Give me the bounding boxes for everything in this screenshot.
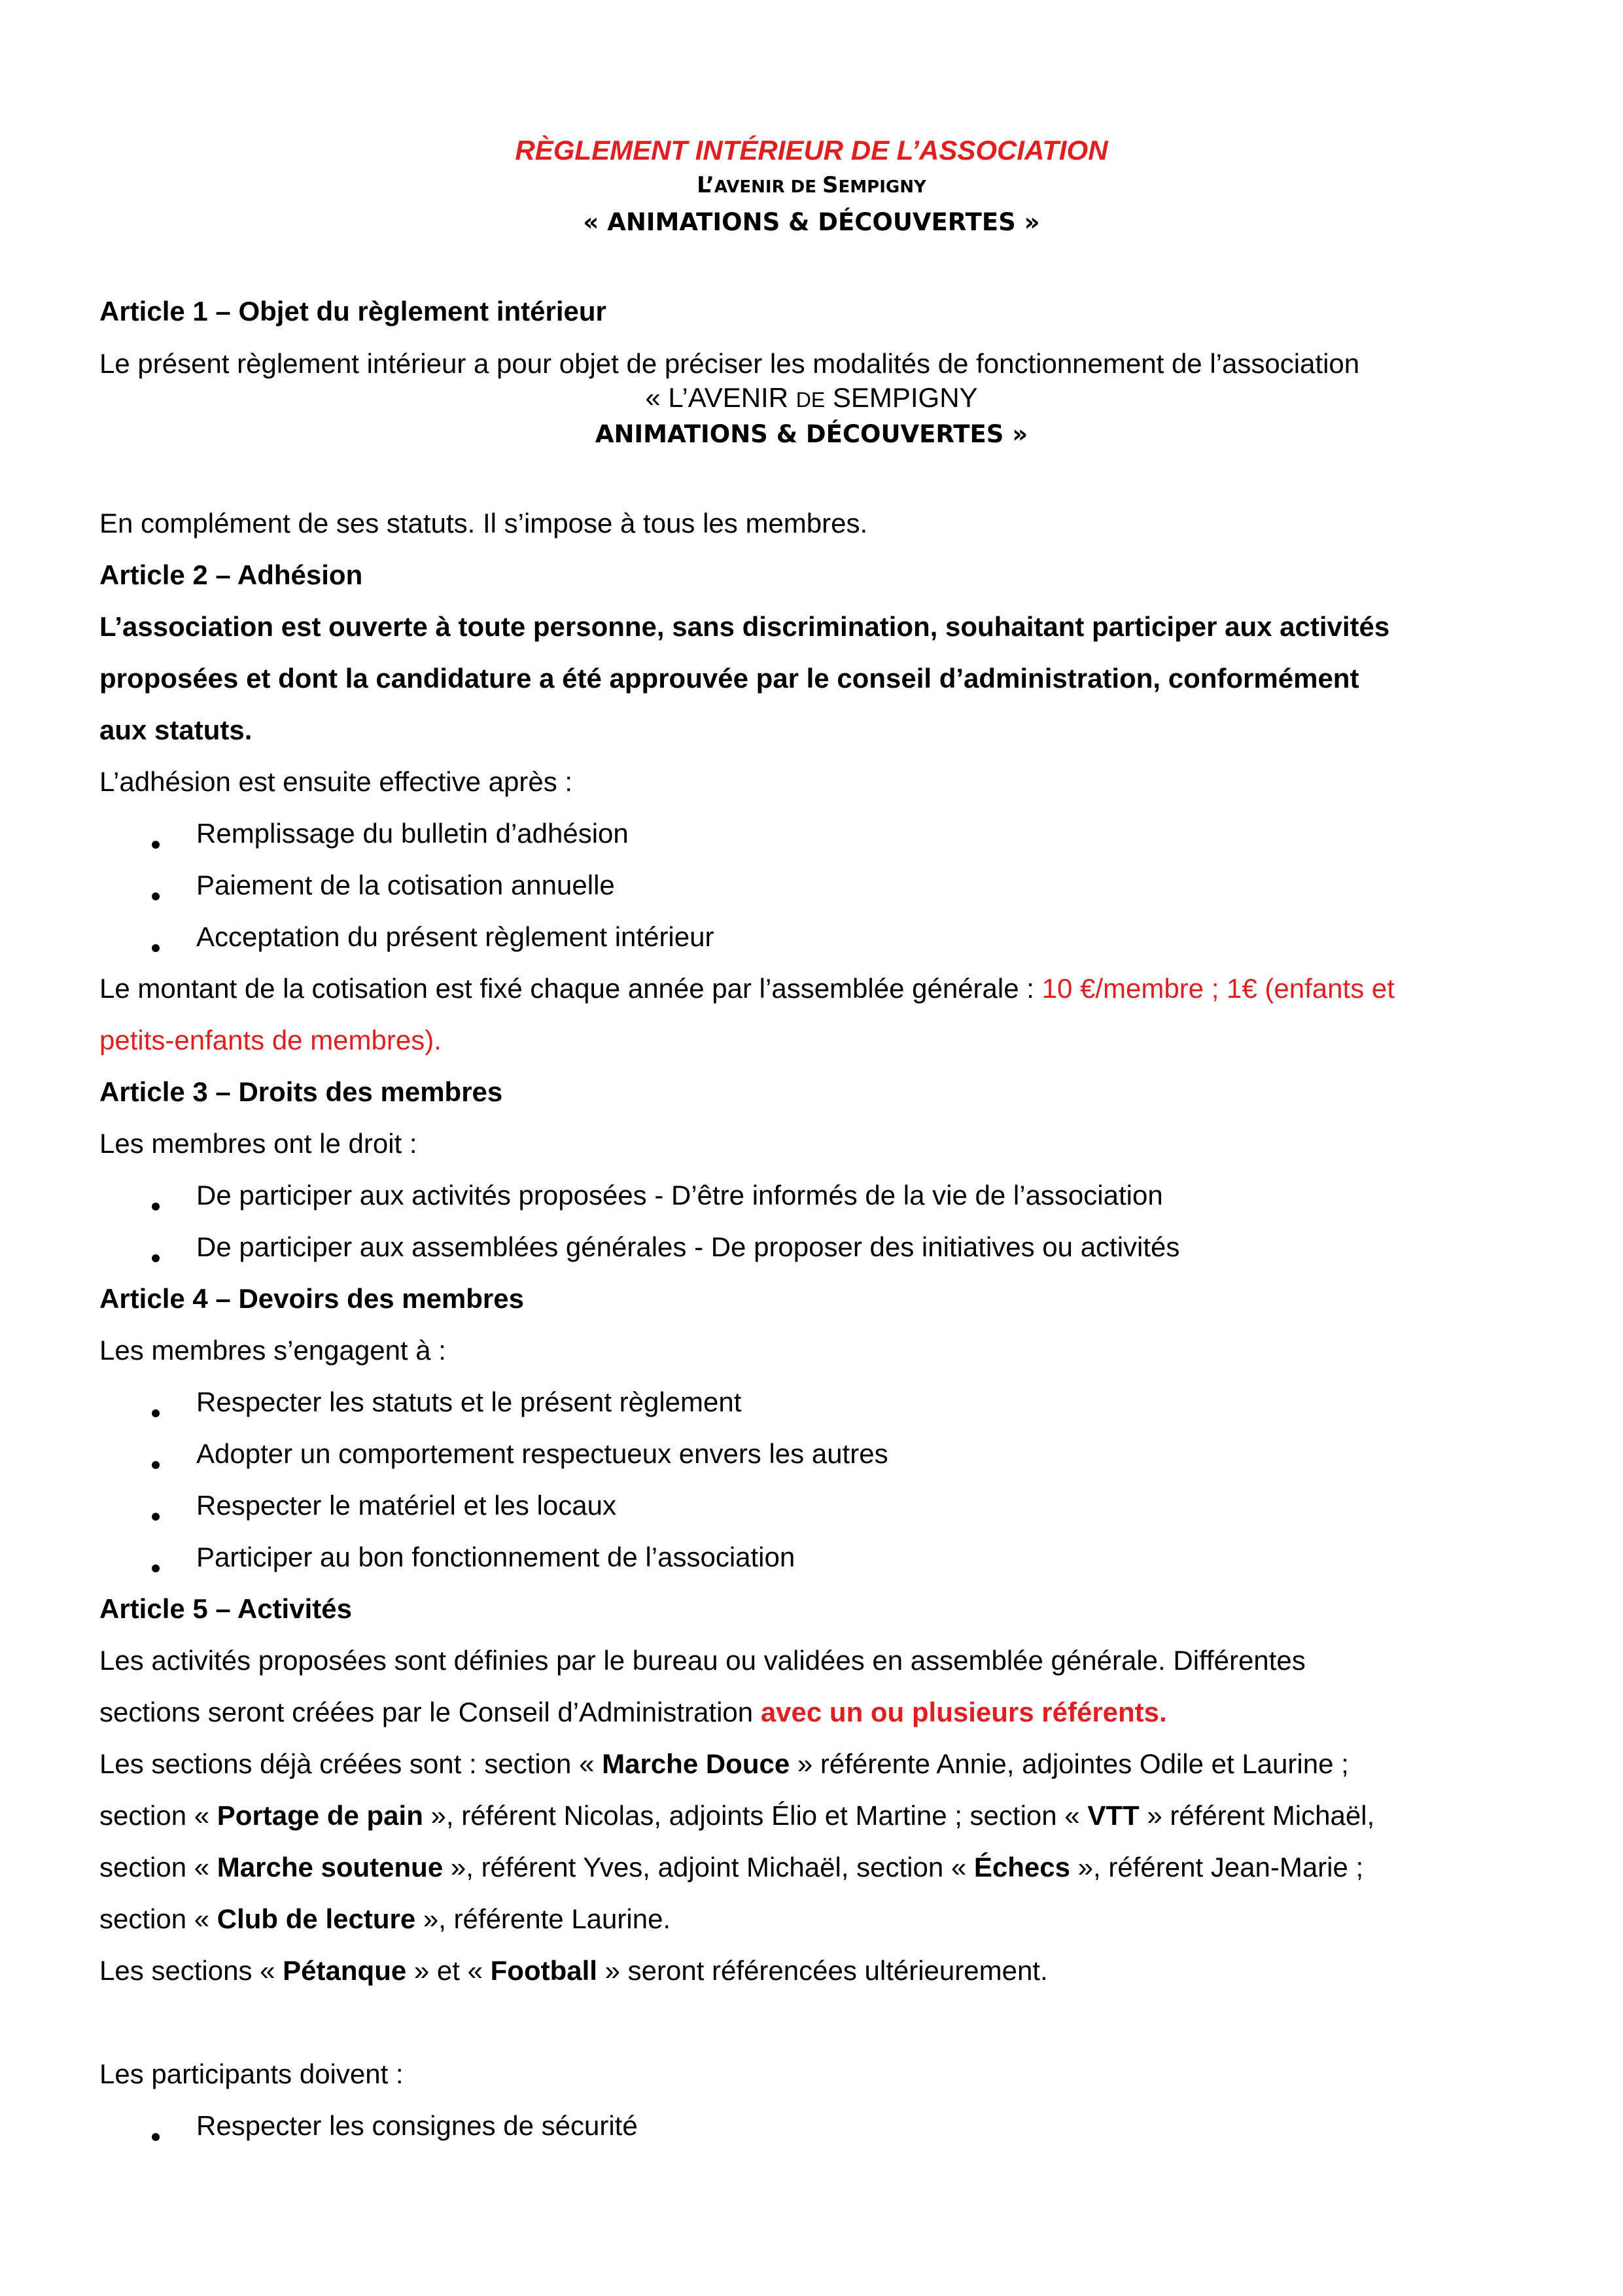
text-part: section «: [99, 1852, 217, 1882]
list-item: Respecter les statuts et le présent règlement: [196, 1386, 742, 1417]
list-item: Paiement de la cotisation annuelle: [196, 870, 615, 900]
fee-text: Le montant de la cotisation est fixé chaque année par l’assemblée générale :: [99, 973, 1042, 1004]
subtitle-part: AVENIR DE: [714, 177, 823, 197]
article-2-bold-text: aux statuts.: [99, 715, 253, 745]
list-item: De participer aux assemblées générales - De proposer des initiatives ou activités: [196, 1231, 1180, 1262]
subtitle-part: L’: [697, 172, 714, 198]
list-item: Participer au bon fonctionnement de l’association: [196, 1542, 795, 1572]
section-name: Échecs: [973, 1852, 1070, 1882]
fee-amount: 10 €/membre ; 1€ (enfants et: [1041, 973, 1395, 1004]
text-part: DE: [795, 388, 826, 412]
referents-note: avec un ou plusieurs référents.: [760, 1697, 1167, 1727]
text-part: SEMPIGNY: [825, 382, 978, 413]
section-name: Football: [490, 1955, 597, 1986]
text-part: section «: [99, 1800, 217, 1831]
sections-text: [99, 1796, 1539, 1835]
text-part: sections seront créées par le Conseil d’Administration: [99, 1697, 761, 1727]
bullet-icon: [152, 1203, 160, 1210]
sections-text: [99, 1899, 1539, 1939]
bullet-icon: [152, 1564, 160, 1572]
article-1-association-subtitle: ANIMATIONS & DÉCOUVERTES »: [595, 420, 1028, 448]
list-item: Acceptation du présent règlement intérieur: [196, 921, 714, 952]
subtitle-part: S: [822, 172, 839, 198]
text-part: », référent Jean-Marie ;: [1070, 1852, 1364, 1882]
list-item: De participer aux activités proposées - D’être informés de la vie de l’association: [196, 1180, 1163, 1210]
article-1-association-name: [0, 378, 1623, 419]
section-name: Club de lecture: [217, 1903, 416, 1934]
subtitle-part: EMPIGNY: [838, 177, 926, 197]
bullet-icon: [152, 944, 160, 952]
article-2-fee: [99, 969, 1539, 1008]
participants-intro: Les participants doivent :: [99, 2058, 404, 2089]
article-2-bold-text: proposées et dont la candidature a été approuvée par le conseil d’administration, conformément: [99, 663, 1359, 694]
article-1-complement: En complément de ses statuts. Il s’impose à tous les membres.: [99, 508, 868, 539]
bullet-icon: [152, 892, 160, 900]
bullet-icon: [152, 1513, 160, 1521]
text-part: » seront référencées ultérieurement.: [597, 1955, 1048, 1986]
text-part: » référent Michaël,: [1139, 1800, 1375, 1831]
section-name: Pétanque: [283, 1955, 407, 1986]
article-5-text: Les activités proposées sont définies par le bureau ou validées en assemblée générale. Différentes: [99, 1645, 1306, 1676]
association-name: [0, 170, 1623, 202]
document-title: RÈGLEMENT INTÉRIEUR DE L’ASSOCIATION: [515, 135, 1108, 166]
sections-text: [99, 1744, 1539, 1784]
list-item: Adopter un comportement respectueux envers les autres: [196, 1438, 888, 1469]
list-item: Respecter le matériel et les locaux: [196, 1490, 616, 1521]
article-3-heading: Article 3 – Droits des membres: [99, 1076, 503, 1107]
article-4-intro: Les membres s’engagent à :: [99, 1335, 446, 1366]
text-part: », référent Yves, adjoint Michaël, section «: [443, 1852, 974, 1882]
future-sections-text: [99, 1951, 1539, 1990]
bullet-icon: [152, 1461, 160, 1469]
section-name: Portage de pain: [217, 1800, 423, 1831]
section-name: Marche soutenue: [217, 1852, 444, 1882]
article-1-heading: Article 1 – Objet du règlement intérieur: [99, 296, 606, 327]
text-part: », référent Nicolas, adjoints Élio et Martine ; section «: [423, 1800, 1088, 1831]
bullet-icon: [152, 1409, 160, 1417]
text-part: « L’AVENIR: [645, 382, 796, 413]
bullet-icon: [152, 2133, 160, 2141]
article-2-fee-continued: petits-enfants de membres).: [99, 1025, 442, 1055]
article-2-intro: L’adhésion est ensuite effective après :: [99, 766, 573, 797]
list-item: Remplissage du bulletin d’adhésion: [196, 818, 629, 849]
text-part: section «: [99, 1903, 217, 1934]
section-name: VTT: [1087, 1800, 1140, 1831]
article-5-heading: Article 5 – Activités: [99, 1593, 352, 1624]
section-name: Marche Douce: [602, 1748, 790, 1779]
text-part: », référente Laurine.: [415, 1903, 671, 1934]
bullet-icon: [152, 841, 160, 849]
article-2-bold-text: L’association est ouverte à toute personne, sans discrimination, souhaitant participer aux activités: [99, 611, 1390, 642]
association-subtitle: « ANIMATIONS & DÉCOUVERTES »: [583, 208, 1040, 236]
sections-text: [99, 1848, 1539, 1887]
text-part: Les sections déjà créées sont : section «: [99, 1748, 602, 1779]
text-part: » référente Annie, adjointes Odile et Laurine ;: [790, 1748, 1349, 1779]
article-1-text: Le présent règlement intérieur a pour objet de préciser les modalités de fonctionnement de l’association: [99, 348, 1360, 379]
article-3-intro: Les membres ont le droit :: [99, 1128, 417, 1159]
bullet-icon: [152, 1254, 160, 1262]
article-4-heading: Article 4 – Devoirs des membres: [99, 1283, 524, 1314]
text-part: Les sections «: [99, 1955, 283, 1986]
article-2-heading: Article 2 – Adhésion: [99, 559, 363, 590]
article-5-text: [99, 1693, 1539, 1732]
list-item: Respecter les consignes de sécurité: [196, 2110, 638, 2141]
text-part: » et «: [406, 1955, 491, 1986]
